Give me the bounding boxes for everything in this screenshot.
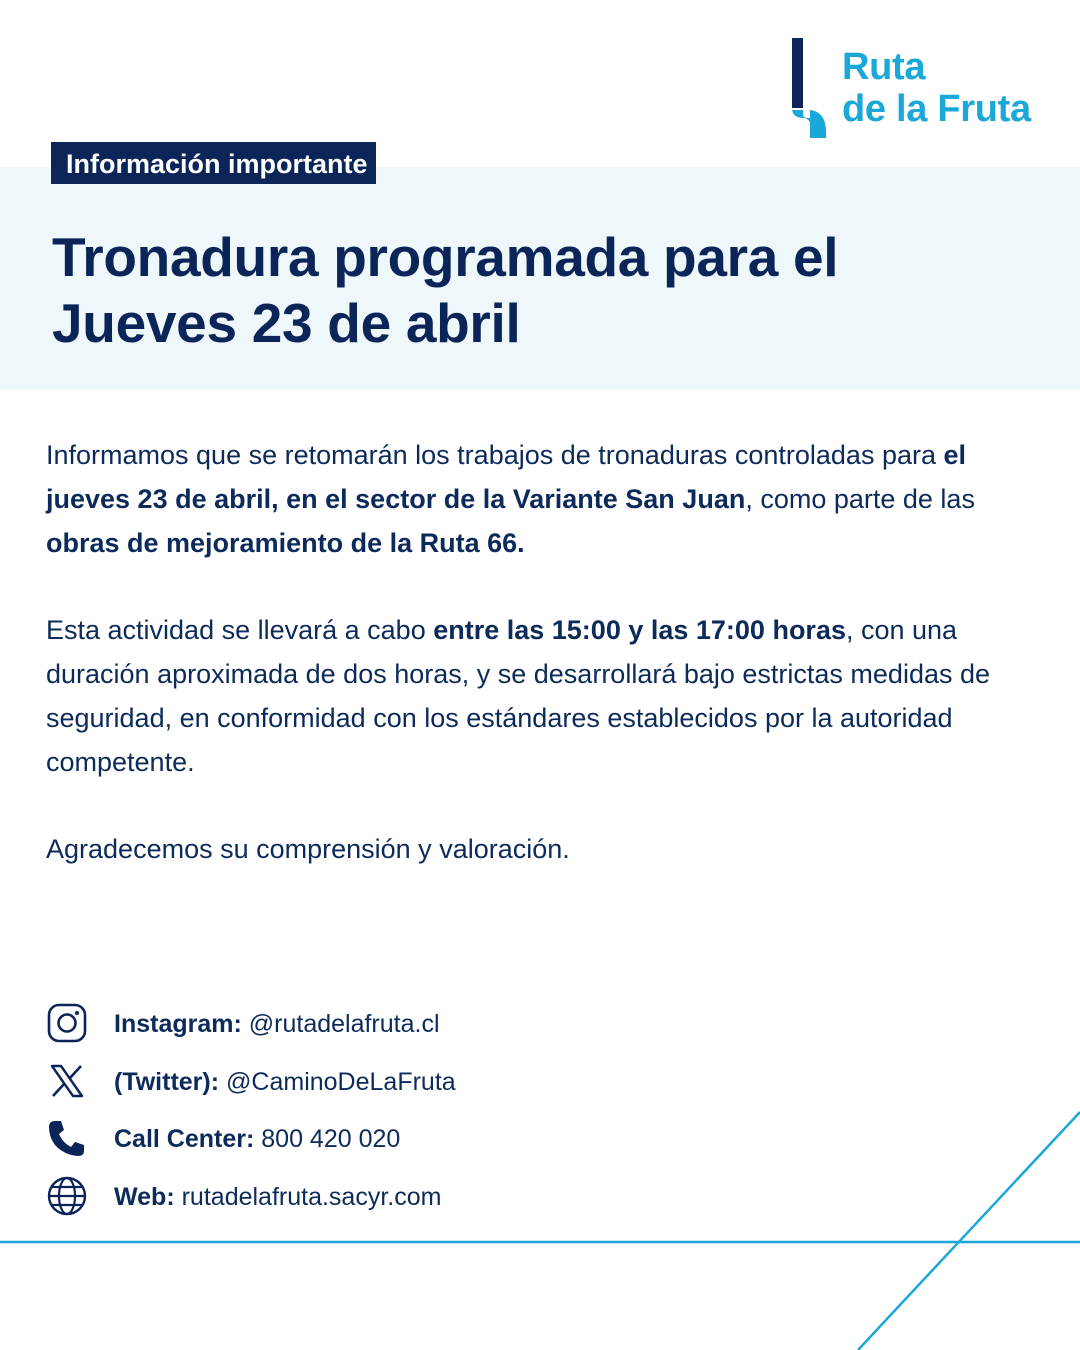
paragraph-2-text-c: , con una duración aproximada de dos horas, y se desarrollará bajo estrictas medidas de seguridad, en conformidad con los estándares establecidos por la autoridad competente. xyxy=(46,615,991,777)
contact-value: @rutadelafruta.cl xyxy=(248,1010,440,1038)
paragraph-2 xyxy=(46,608,1046,784)
paragraph-1-bold-works: obras de mejoramiento de la Ruta 66. xyxy=(46,528,525,558)
brand-logo xyxy=(790,38,1050,138)
contact-instagram-text xyxy=(114,1004,440,1044)
contact-twitter-text xyxy=(114,1062,456,1102)
contact-phone[interactable] xyxy=(46,1115,646,1173)
globe-icon xyxy=(46,1175,88,1217)
contact-twitter[interactable] xyxy=(46,1058,646,1116)
contact-phone-text xyxy=(114,1119,400,1159)
x-twitter-icon xyxy=(46,1060,88,1102)
contact-label: Web: xyxy=(114,1182,175,1211)
paragraph-1-text-a: Informamos que se retomarán los trabajos de tronaduras controladas para xyxy=(46,440,944,470)
instagram-icon xyxy=(46,1002,88,1044)
contact-label: Call Center: xyxy=(114,1125,255,1153)
paragraph-1-bold-date: el jueves 23 de abril, en el sector de la Variante San Juan xyxy=(46,440,967,514)
page-title-line2: Jueves 23 de abril xyxy=(52,292,521,354)
page-title xyxy=(52,224,1012,356)
phone-icon xyxy=(46,1117,88,1159)
announcement-body xyxy=(46,433,1046,914)
paragraph-1 xyxy=(46,433,1046,565)
paragraph-3: Agradecemos su comprensión y valoración. xyxy=(46,834,570,864)
contact-list xyxy=(46,1000,646,1230)
contact-instagram[interactable] xyxy=(46,1000,646,1058)
contact-value: rutadelafruta.sacyr.com xyxy=(181,1182,442,1211)
brand-name-line1: Ruta xyxy=(842,46,926,88)
contact-value: 800 420 020 xyxy=(261,1125,401,1153)
important-info-badge: Información importante xyxy=(51,142,376,184)
brand-name-line2: de la Fruta xyxy=(842,88,1031,130)
paragraph-2-text-a: Esta actividad se llevará a cabo xyxy=(46,615,434,645)
contact-label: Instagram: xyxy=(114,1010,242,1038)
paragraph-1-text-c: , como parte de las xyxy=(745,484,975,514)
brand-name xyxy=(842,46,1031,130)
page-title-line1: Tronadura programada para el xyxy=(52,226,839,288)
decorative-diagonal-line xyxy=(858,1112,1080,1350)
paragraph-2-bold-time: entre las 15:00 y las 17:00 horas xyxy=(433,615,846,645)
contact-value: @CaminoDeLaFruta xyxy=(226,1067,456,1096)
brand-mark-icon xyxy=(790,38,830,138)
contact-web[interactable] xyxy=(46,1173,646,1231)
contact-label: (Twitter): xyxy=(114,1067,220,1096)
contact-web-text xyxy=(114,1177,441,1217)
